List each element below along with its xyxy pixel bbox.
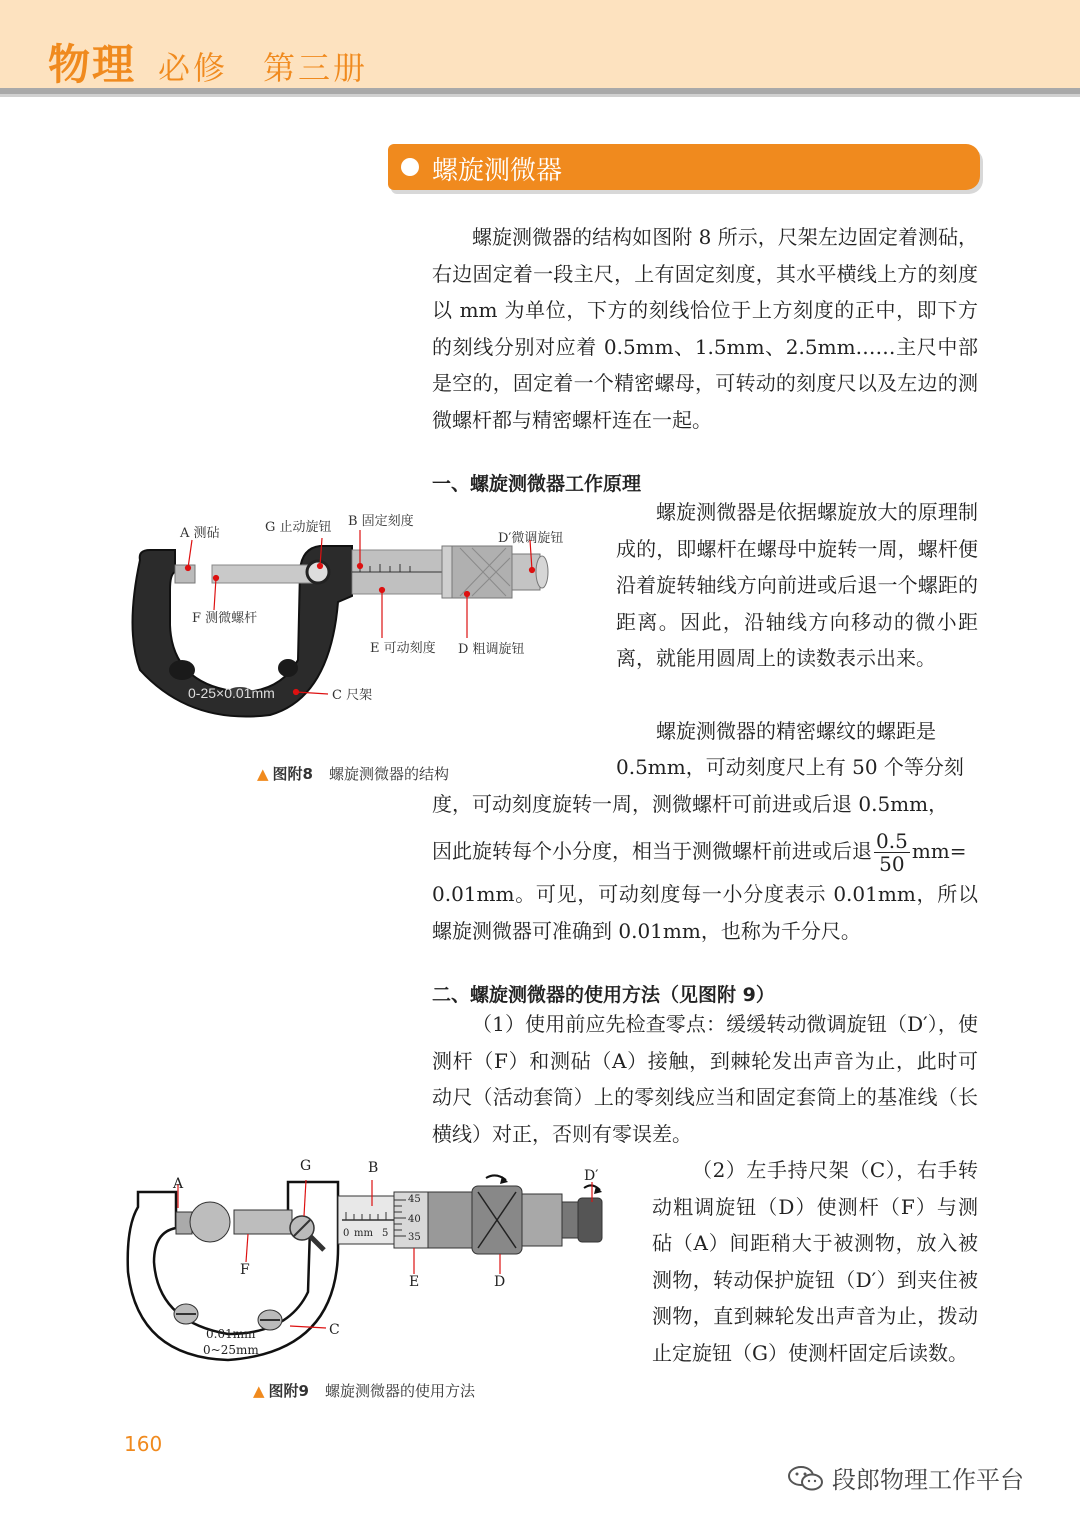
figure9-caption <box>253 1380 475 1401</box>
intro-paragraph: 螺旋测微器的结构如图附 8 所示，尺架左边固定着测砧，右边固定着一段主尺，上有固定刻度，其水平横线上方的刻度以 mm 为单位，下方的刻线恰位于上方刻度的正中，即下方的刻线分别对应着 0.5mm、1.5mm、2.5mm……主尺中部是空的，固定着一个精密螺母，可转动的刻度尺以及左边的测微螺杆都与精密螺杆连在一起。 <box>432 225 978 432</box>
fig9-label-e: E <box>409 1274 420 1290</box>
figure8-micrometer-photo <box>120 510 600 750</box>
watermark <box>786 1460 1024 1495</box>
fig8-body-text: 0-25×0.01mm <box>188 685 275 701</box>
fig9-scale-0: 0 <box>343 1228 350 1239</box>
subject-title: 物理 <box>48 40 137 89</box>
part1-paragraph2-conclusion: 0.01mm。可见，可动刻度每一小分度表示 0.01mm，所以螺旋测微器可准确到 0.01mm，也称为千分尺。 <box>432 882 978 943</box>
formula-prefix: 因此旋转每个小分度，相当于测微螺杆前进或后退 <box>432 839 872 863</box>
part2-step2: （2）左手持尺架（C），右手转动粗调旋钮（D）使测杆（F）与测砧（A）间距稍大于被测物，放入被测物，转动保护旋钮（D′）到夹住被测物，直到棘轮发出声音为止，拨动止定旋钮（G）使测杆固定后读数。 <box>652 1158 978 1365</box>
fig9-tick-45: 45 <box>408 1194 421 1205</box>
part2-step1: （1）使用前应先检查零点：缓缓转动微调旋钮（D′），使测杆（F）和测砧（A）接触，到棘轮发出声音为止，此时可动尺（活动套筒）上的零刻线应当和固定套筒上的基准线（长横线）对正，否则有零误差。 <box>432 1012 978 1146</box>
fig9-spec-resolution: 0.01mm <box>206 1327 256 1341</box>
fig9-label-a: A <box>173 1176 184 1192</box>
fig8-label-a: A 测砧 <box>180 526 220 541</box>
fig8-label-c: C 尺架 <box>332 688 373 703</box>
part1-paragraph2-line1: 螺旋测微器的精密螺纹的螺距是 <box>656 719 936 743</box>
watermark-text: 段郎物理工作平台 <box>832 1466 1024 1494</box>
fig9-label-c: C <box>329 1322 340 1338</box>
fig8-label-dp: D′微调旋钮 <box>498 531 564 546</box>
fig8-label-e: E 可动刻度 <box>370 641 436 656</box>
fig9-spec-range: 0~25mm <box>203 1343 259 1357</box>
part1-heading: 一、螺旋测微器工作原理 <box>432 473 642 495</box>
fig9-label-g: G <box>300 1158 312 1174</box>
part1-paragraph1: 螺旋测微器是依据螺旋放大的原理制成的，即螺杆在螺母中旋转一周，螺杆便沿着旋转轴线方向前进或后退一个螺距的距离。因此，沿轴线方向移动的微小距离，就能用圆周上的读数表示出来。 <box>616 500 978 670</box>
figure9-caption-number: 图附9 <box>268 1382 309 1400</box>
fig9-label-d: D <box>494 1274 506 1290</box>
part2-heading: 二、螺旋测微器的使用方法（见图附 9） <box>432 984 775 1006</box>
section-banner <box>388 144 980 190</box>
section-title: 螺旋测微器 <box>432 156 563 186</box>
formula-suffix: mm= <box>911 839 967 863</box>
volume-title: 必修 第三册 <box>158 49 369 87</box>
fig9-label-b: B <box>368 1160 379 1176</box>
page-number: 160 <box>124 1432 163 1456</box>
fig8-label-d: D 粗调旋钮 <box>458 642 525 657</box>
part1-paragraph2-line3: 度，可动刻度旋转一周，测微螺杆可前进或后退 0.5mm， <box>432 792 949 816</box>
fig9-tick-35: 35 <box>408 1232 421 1243</box>
fig9-label-dp: D′ <box>584 1168 599 1184</box>
fig9-scale-5: 5 <box>382 1228 389 1239</box>
fig9-scale-mm: mm <box>354 1228 373 1239</box>
figure8-caption-text: 螺旋测微器的结构 <box>328 765 449 783</box>
part1-formula-line <box>432 822 978 880</box>
part1-paragraph2-line2: 0.5mm，可动刻度尺上有 50 个等分刻 <box>616 755 964 779</box>
fig9-tick-40: 40 <box>408 1214 421 1225</box>
page-header <box>0 0 1080 94</box>
bullet-dot-icon <box>401 158 419 176</box>
figure9-caption-text: 螺旋测微器的使用方法 <box>324 1382 475 1400</box>
fraction-denominator: 50 <box>879 852 905 876</box>
wechat-icon <box>786 1463 826 1493</box>
fraction <box>874 830 910 875</box>
fig9-label-f: F <box>240 1262 250 1278</box>
fig8-label-b: B 固定刻度 <box>348 514 414 529</box>
book-title <box>48 32 368 92</box>
figure8-caption-number: 图附8 <box>272 765 313 783</box>
figure9-micrometer-diagram <box>118 1152 628 1372</box>
fraction-numerator: 0.5 <box>876 829 908 853</box>
triangle-icon: ▲ <box>253 1382 265 1400</box>
figure8-caption <box>257 763 449 784</box>
triangle-icon: ▲ <box>257 765 269 783</box>
fig8-label-f: F 测微螺杆 <box>192 611 258 626</box>
fig8-label-g: G 止动旋钮 <box>265 520 332 535</box>
